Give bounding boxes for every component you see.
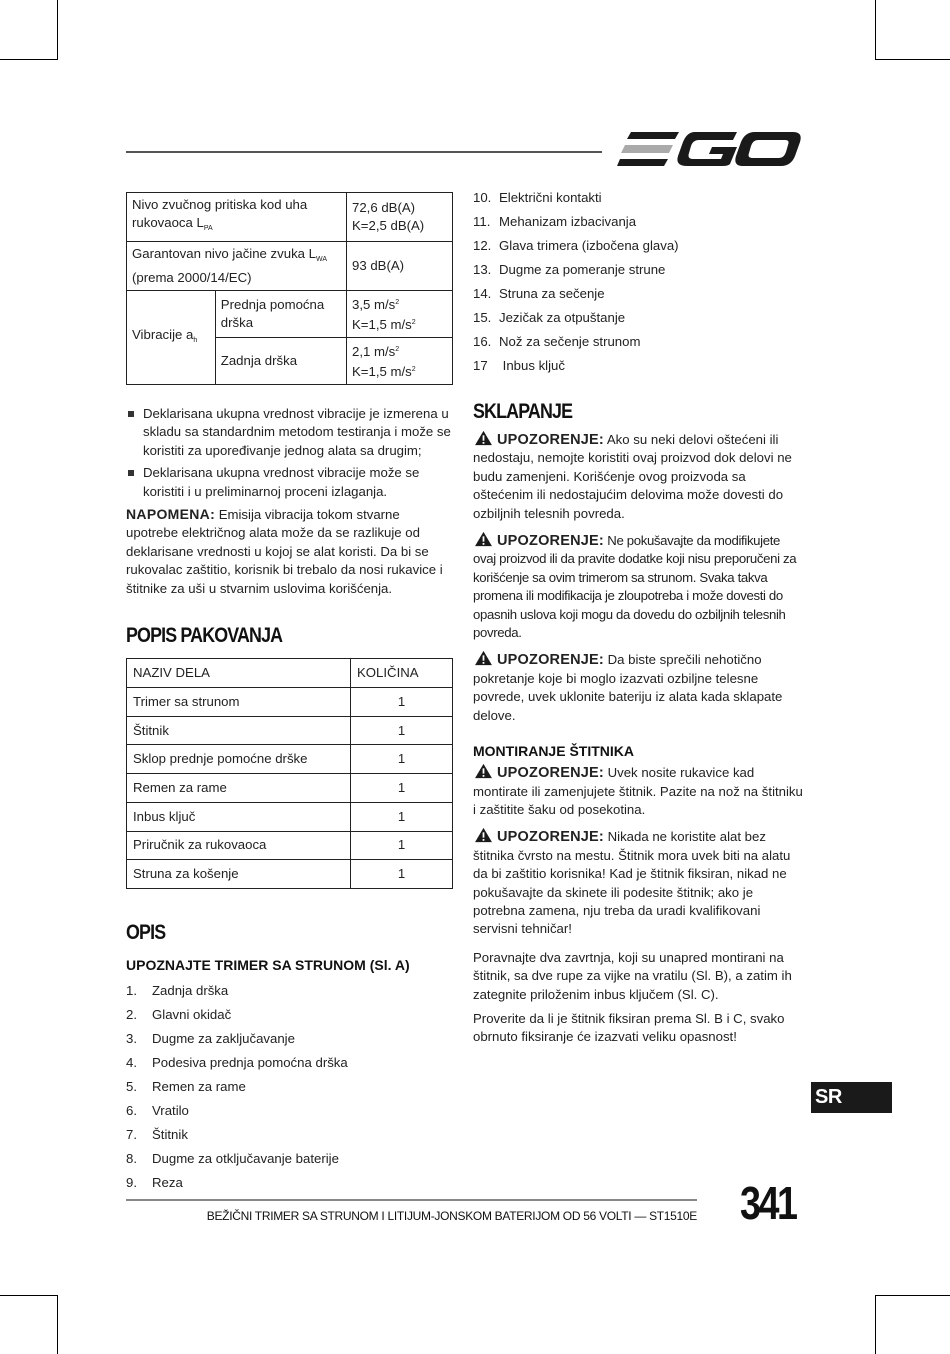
table-row xyxy=(127,802,453,831)
table-row xyxy=(127,745,453,774)
table-row xyxy=(127,716,453,745)
part-name: Trimer sa strunom xyxy=(127,688,351,717)
part-name: Struna za košenje xyxy=(127,860,351,889)
list-item: 11. Mehanizam izbacivanja xyxy=(473,214,637,229)
warning-icon xyxy=(473,531,494,547)
crop-mark xyxy=(57,0,58,60)
specifications-table xyxy=(126,192,453,385)
list-item: 10. Električni kontakti xyxy=(473,190,602,205)
right-column xyxy=(473,186,803,1047)
table-row xyxy=(127,774,453,803)
list-item: 4. Podesiva prednja pomoćna drška xyxy=(126,1054,348,1070)
list-item: 2. Glavni okidač xyxy=(126,1006,232,1022)
part-quantity: 1 xyxy=(351,802,453,831)
spec-value: 72,6 dB(A) K=2,5 dB(A) xyxy=(347,193,453,242)
instruction-paragraph: Poravnajte dva zavrtnja, koji su unapred montirani na štitnik, sa dve rupe za vijke na vratilu (Sl. B), a zatim ih zategnite priloženim inbus ključem (Sl. C). xyxy=(473,949,792,1002)
list-item: 17 Inbus ključ xyxy=(473,358,565,373)
crop-mark xyxy=(875,0,876,60)
warning-icon xyxy=(473,827,494,843)
table-row xyxy=(127,193,453,242)
warning-paragraph: UPOZORENJE: Da biste sprečili nehotično pokretanje koje bi moglo izazvati ozbiljne telesne povrede, uvek uklonite bateriju iz alata kada sklapate delove. xyxy=(473,652,783,723)
part-name: Inbus ključ xyxy=(127,802,351,831)
part-name: Štitnik xyxy=(127,716,351,745)
table-row xyxy=(127,291,453,338)
left-column xyxy=(126,192,453,1195)
table-row xyxy=(127,831,453,860)
page-number: 341 xyxy=(740,1177,796,1229)
part-quantity: 1 xyxy=(351,716,453,745)
warning-paragraph: UPOZORENJE: Uvek nosite rukavice kad montirate ili zamenjujete štitnik. Pazite na nož na štitniku i zaštitite šaku od posekotina. xyxy=(473,765,803,817)
description-subtitle: UPOZNAJTE TRIMER SA STRUNOM (Sl. A) xyxy=(126,956,410,973)
spec-label: Nivo zvučnog pritiska kod uha rukovaoca $L_{PA}$ xyxy=(127,193,347,242)
column-header-quantity: KOLIČINA xyxy=(351,659,453,688)
crop-mark xyxy=(0,59,58,60)
footer-title: BEŽIČNI TRIMER SA STRUNOM I LITIJUM-JONSKOM BATERIJOM OD 56 VOLTI — ST1510E xyxy=(206,1209,697,1223)
parts-list xyxy=(126,979,453,1195)
part-quantity: 1 xyxy=(351,860,453,889)
list-item: 5. Remen za rame xyxy=(126,1078,246,1094)
warning-icon xyxy=(473,430,494,446)
list-item: 8. Dugme za otključavanje baterije xyxy=(126,1150,339,1166)
column-header-part: NAZIV DELA xyxy=(127,659,351,688)
list-item: 1. Zadnja drška xyxy=(126,982,229,998)
table-header-row xyxy=(127,659,453,688)
list-item: 12. Glava trimera (izbočena glava) xyxy=(473,238,679,253)
list-item: 3. Dugme za zaključavanje xyxy=(126,1030,295,1046)
spec-value: 2,1 $m/s^2$ K=1,5 $m/s^2$ xyxy=(347,338,453,385)
spec-label: Vibracije $a_h$ xyxy=(127,291,216,385)
part-quantity: 1 xyxy=(351,745,453,774)
list-item: 7. Štitnik xyxy=(126,1126,188,1142)
crop-mark xyxy=(0,1295,58,1296)
part-name: Priručnik za rukovaoca xyxy=(127,831,351,860)
warning-icon xyxy=(473,763,494,779)
part-name: Sklop prednje pomoćne drške xyxy=(127,745,351,774)
crop-mark xyxy=(875,1295,876,1354)
instruction-paragraph: Proverite da li je štitnik fiksiran prema Sl. B i C, svako obrnuto fiksiranje će izazvati veliku opasnost! xyxy=(473,1010,785,1045)
assembly-title: SKLAPANJE xyxy=(473,400,573,423)
list-item: 15. Jezičak za otpuštanje xyxy=(473,310,626,325)
spec-sublabel: Prednja pomoćna drška xyxy=(215,291,346,338)
table-row xyxy=(127,242,453,291)
list-item: 6. Vratilo xyxy=(126,1102,189,1118)
crop-mark xyxy=(57,1295,58,1354)
parts-list-continued xyxy=(473,186,803,378)
part-quantity: 1 xyxy=(351,831,453,860)
list-item: 16. Nož za sečenje strunom xyxy=(473,334,641,349)
warning-paragraph: UPOZORENJE: Ako su neki delovi oštećeni ili nedostaju, nemojte koristiti ovaj proizvod dok delovi ne budu zamenjeni. Korišćenje ovog proizvoda sa oštećenim ili nedostajućim delovima može dovesti do ozbiljnih telesnih povreda. xyxy=(473,432,792,521)
header-rule xyxy=(126,151,602,153)
packing-list-table xyxy=(126,658,453,889)
list-item: 13. Dugme za pomeranje strune xyxy=(473,262,666,277)
part-quantity: 1 xyxy=(351,774,453,803)
ego-logo xyxy=(617,126,801,172)
list-item: Deklarisana ukupna vrednost vibracije može se koristiti i u preliminarnoj proceni izlaganja. xyxy=(126,464,453,501)
list-item: 9. Reza xyxy=(126,1174,183,1190)
spec-sublabel: Zadnja drška xyxy=(215,338,346,385)
part-name: Remen za rame xyxy=(127,774,351,803)
warning-icon xyxy=(473,650,494,666)
spec-value: 93 dB(A) xyxy=(347,242,453,291)
footer-rule xyxy=(126,1199,697,1201)
language-tab: SR xyxy=(811,1082,892,1113)
part-quantity: 1 xyxy=(351,688,453,717)
guard-mounting-title: MONTIRANJE ŠTITNIKA xyxy=(473,743,634,760)
description-title: OPIS xyxy=(126,920,166,944)
table-row xyxy=(127,688,453,717)
list-item: 14. Struna za sečenje xyxy=(473,286,605,301)
table-row xyxy=(127,860,453,889)
vibration-notes xyxy=(126,405,453,501)
spec-value: 3,5 $m/s^2$ K=1,5 $m/s^2$ xyxy=(347,291,453,338)
crop-mark xyxy=(875,59,950,60)
crop-mark xyxy=(875,1295,950,1296)
spec-label: Garantovan nivo jačine zvuka $L_{WA}$ (prema 2000/14/EC) xyxy=(127,242,347,291)
note-paragraph: NAPOMENA: Emisija vibracija tokom stvarne upotrebe električnog alata može da se razlikuje od deklarisane vrednosti u kojoj se alat koristi. Da bi se rukovalac zaštitio, korisnik bi trebalo da nosi rukavice i štitnike za uši u stvarnim uslovima korišćenja. xyxy=(126,506,443,596)
warning-paragraph: UPOZORENJE: Nikada ne koristite alat bez štitnika čvrsto na mestu. Štitnik mora uvek biti na alatu da bi zaštitio korisnika! Kad je štitnik fiksiran, nikad ne pokušavajte da skinete ili podesite štitnik; ako je potrebna zamena, nju treba da uradi kvalifikovani servisni tehničar! xyxy=(473,829,791,937)
list-item: Deklarisana ukupna vrednost vibracije je izmerena u skladu sa standardnim metodom testiranja i može se koristiti za upoređivanje jednog alata sa drugim; xyxy=(126,405,453,460)
packing-list-title: POPIS PAKOVANJA xyxy=(126,624,283,648)
warning-paragraph: UPOZORENJE: Ne pokušavajte da modifikujete ovaj proizvod ili da pravite dodatke koji nisu preporučeni za korišćenje sa ovim trimerom sa strunom. Svaka takva promena ili modifikacija je zloupotreba i može dovesti do opasnih uslova koji mogu da dovedu do ozbiljnih telesnih povreda. xyxy=(473,533,797,641)
